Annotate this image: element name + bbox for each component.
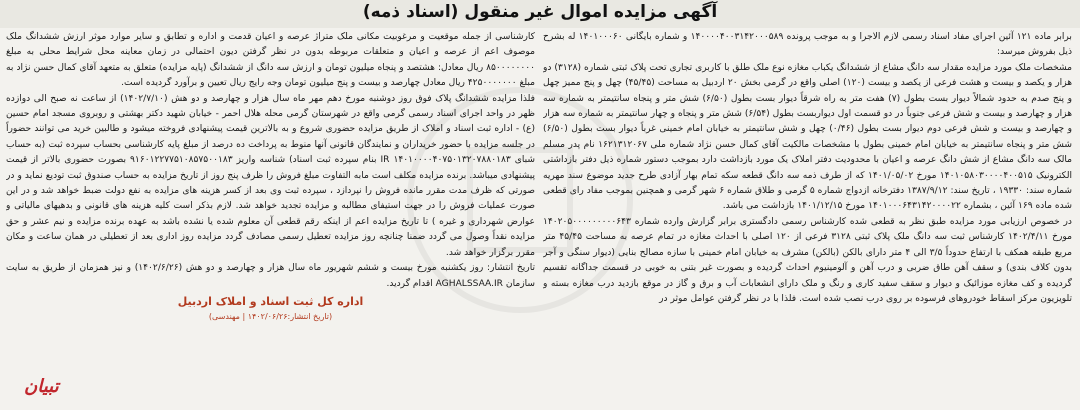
left-column — [6, 30, 535, 406]
ad-body — [6, 30, 1072, 406]
footer-note: (تاریخ انتشار:۱۴۰۲/۰۶/۲۶ | مهندسی) — [208, 312, 333, 322]
issuing-office: اداره کل ثبت اسناد و املاک اردبیل — [177, 294, 364, 308]
paragraph-valuation: کارشناسی از جمله موقعیت و مرغوبیت مکانی ملک متراژ عرصه و اعیان قدمت و اداره و تطابق و سایر موارد موثر ارزش ششدانگ ملک موصوف اعم از عرصه و اعیان و متعلقات مربوطه بدون در نظر گرفتن دیون احتمالی در زمان معاینه محل شرایط محلی به مبلغ ۸۵۰۰۰۰۰۰۰۰ ریال معادل: هشتصد و پنجاه میلیون تومان و ارزش سه دانگ از ششدانگ (پایه مزایده) متعلق به متعهد آقای کمال حسن نژاد به مبلغ ۴۲۵۰۰۰۰۰۰۰ ریال معادل چهارصد و بیست و پنج میلیون تومان وجه رایج ریال تعیین و برآورد گردیده است. — [6, 32, 535, 89]
paragraph-property-details: مشخصات ملک مورد مزایده مقدار سه دانگ مشاع از ششدانگ یکباب مغازه نوع ملک طلق با کاربری تجاری تحت پلاک ثبتی شماره (۳۱۲۸) دو هزار و یکصد و بیست و هشت فرعی از یکصد و بیست (۱۲۰) اصلی واقع در گرمی بخش ۲۰ اردبیل به مساحت (۴۵/۴۵) چهل و پنج ممیز چهل و پنج صدم به حدود شمالاً دیوار بست بطول (۷) هفت متر به راه شرقاً دیوار بست بطول (۶/۵۰) شش متر و پنجاه سانتیمتر به شماره سه هزار و چهارصد و بیست و شش فرعی جنوباً در دو قسمت اول دیواربست بطول (۶/۵۴) شش متر و پنجاه و چهار سانتیمتر به شماره سه هزار و چهارصد و بیست و شش فرعی دوم دیوار بست بطول (۰/۴۶) چهل و شش سانتیمتر به خیابان امام خمینی غرباً دیوار بست بطول (۶/۵۰) شش متر و پنجاه سانتیمتر به خیابان امام خمینی بطول با مشخصات مالکیت آقای کمال حسن نژاد شماره ملی ۱۶۲۱۳۱۲۰۶۷ نام پدر مسلم مالک سه دانگ مشاع از شش دانگ عرصه و اعیان با محدودیت دفتر املاک یک مورد بازداشت دارد بموجب دستور شماره ذیل دفتر بازداشتی الکترونیک ۱۴۰۱۰۵۸۰۳۰۰۰۰۴۰۰۵۱۵ مورخ ۱۴۰۱/۰۵/۰۲ که از طرف ذمه سه دانگ قطعه سکه تمام بهار آزادی طرح جدید موضوع سند مهریه شماره سند: ۱۹۳۳۰ ، تاریخ سند: ۱۳۸۷/۹/۱۲ دفترخانه ازدواج شماره ۵ گرمی و طلاق شماره ۶ شهر گرمی و همچنین بموجب مفاد رای قطعی شده ماده ۱۶۹ آئین ، بشماره ۱۴۰۱۰۰۰۶۴۳۱۴۲۰۰۰۰۲۲ مورخ ۱۴۰۱/۱۲/۱۵ بازداشت می باشد. — [543, 62, 1072, 212]
paragraph-auction-terms: فلذا مزایده ششدانگ پلاک فوق روز دوشنبه مورخ دهم مهر ماه سال هزار و چهارصد و دو هش (۱۴۰۲/۷/۱۰) از ساعت نه صبح الی دوازده ظهر در واحد اجرای اسناد رسمی گرمی واقع در شهرستان گرمی محله هلال احمر - خیابان شهید دکتر بهشتی و روبروی مسجد امام حسین (ع) - اداره ثبت اسناد و املاک از طریق مزایده حضوری شروع و به بالاترین قیمت پیشنهادی فروخته میشود و طالبین خرید می توانند حضوراً در جلسه مزایده با حضور خریداران و نمایندگان قانونی آنها منوط به پرداخت ده درصد از مبلغ پایه کارشناسی بحساب سپرده ثبت (به حساب شبای IR ۱۴۰۱۰۰۰۰۴۰۷۵۰۱۳۲۰۷۸۸۰۱۸۳ بنام سپرده ثبت اسناد) شناسه واریز ۹۱۶۰۱۲۲۷۷۵۱۰۸۵۷۵۰۰۱۸۳ بصورت حضوری بالاتر از قیمت پیشنهادی میباشد. برنده مزایده مکلف است مابه التفاوت مبلغ فروش را ظرف پنج روز از تاریخ مزایده به حساب صندوق ثبت تودیع نماید و در صورتی که ظرف مدت مقرر مانده فروش را نپردازد ، سپرده ثبت وی بعد از کسر هزینه های مزایده به نفع دولت ضبط خواهد شد و در این صورت عملیات فروش را در جهت استیفای مطالبه و مزایده تجدید خواهد شد. لازم بذکر است کلیه هزینه های قانونی و بدهیهای مالیاتی و عوارض شهرداری و غیره ) تا تاریخ مزایده اعم از اینکه رقم قطعی آن معلوم شده یا نشده باشد به عهده برنده مزایده و نیم عشر و حق مزایده نقداً وصول می گردد ضمنا چنانچه روز مزایده تعطیل رسمی مصادف گردد مزایده روز اداری بعد از تعطیلی در همان ساعت و مکان مقرر برگزار خواهد شد. — [6, 93, 535, 258]
paragraph-publish-date: تاریخ انتشار: روز یکشنبه مورخ بیست و ششم شهریور ماه سال هزار و چهارصد و دو هش (۱۴۰۲/۶/۲۶) و نیز همزمان از طریق به سایت سازمان AGHALSSAA.IR اقدام گردید. — [6, 263, 535, 289]
newspaper-stamp: تبیان — [24, 376, 59, 397]
header-bar — [0, 0, 1080, 28]
ad-title: آگهی مزایده اموال غیر منقول (اسناد ذمه) — [362, 2, 718, 22]
paragraph-appraisal: در خصوص ارزیابی مورد مزایده طبق نظر به قطعی شده کارشناس رسمی دادگستری برابر گزارش وارده شماره ۱۴۰۲۰۵۰۰۰۰۰۰۰۰۰۶۴۳ مورخ ۱۴۰۲/۴/۱۱ کارشناس ثبت سه دانگ ملک پلاک ثبتی ۳۱۲۸ فرعی از ۱۲۰ اصلی با احداث مغازه در تمام عرصه به مساحت ۴۵/۴۵ متر مربع طبقه همکف با ارتفاع حدوداً ۳/۵ الی ۴ متر دارای بالکن (بالکن) مشرف به خیابان امام خمینی با سازه مصالح بنایی (دیوار سنگی و آجر بدون کلاف بندی) و سقف آهن طاق ضربی و درب آهن و آلومینیوم احداث گردیده و بصورت غیر بتنی به خوبی در قسمت جداگانه تقسیم گردیده و کف مغازه موزائیک و دیوار و سقف سفید کاری و رنگ و ملک دارای انشعابات آب و برق و گاز در موقع بازدید درب مغازه بسته و تلویزیون مرکز اسقاط خودروهای فرسوده بر روی درب نصب شده است. فلذا با در نظر گرفتن عوامل موثر در — [543, 216, 1072, 304]
paragraph-intro: برابر ماده ۱۲۱ آئین اجرای مفاد اسناد رسمی لازم الاجرا و به موجب پرونده ۱۴۰۰۰۰۴۰۰۳۱۴۲۰۰۰۵۸۹ و شماره بایگانی ۱۴۰۱۰۰۰۶۰ له بشرح ذیل بفروش میرسد: — [543, 32, 1072, 58]
right-column — [543, 30, 1072, 406]
